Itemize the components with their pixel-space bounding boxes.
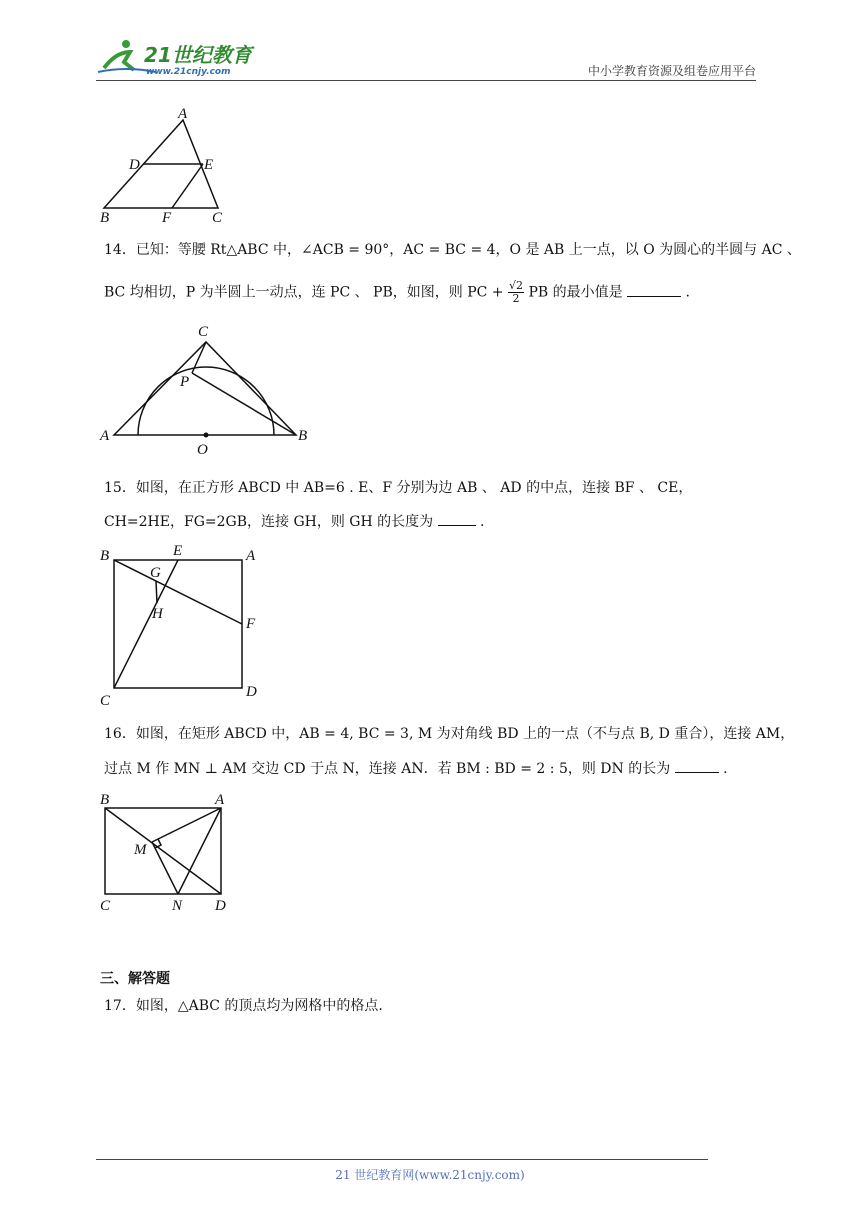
q14-line1: 14．已知：等腰 Rt△ABC 中，∠ACB = 90°，AC = BC = 4，O 是 AB 上一点，以 O 为圆心的半圆与 AC 、: [104, 242, 801, 258]
label-C: C: [198, 324, 209, 340]
q17-text: 17．如图，△ABC 的顶点均为网格中的格点.: [104, 998, 383, 1014]
label-A: A: [215, 792, 225, 808]
q14-line2-end: .: [685, 284, 690, 301]
label-E: E: [204, 157, 214, 173]
figure-q13: [96, 102, 236, 226]
header-platform-text: 中小学教育资源及组卷应用平台: [587, 64, 756, 78]
label-D: D: [129, 157, 140, 173]
label-P: P: [180, 374, 190, 390]
figure-q14: [96, 318, 326, 460]
q14-answer-blank[interactable]: [627, 282, 681, 297]
q16-line2-text: 过点 M 作 MN ⊥ AM 交边 CD 于点 N，连接 AN．若 BM : BD = 2 : 5，则 DN 的长为: [104, 761, 671, 777]
q15-line2-end: .: [480, 514, 485, 530]
label-M: M: [134, 842, 147, 858]
q16-line2: [104, 758, 728, 779]
label-F: F: [162, 210, 172, 226]
q14-line2-text: BC 均相切，P 为半圆上一动点，连 PC 、 PB，如图，则 PC +: [104, 284, 504, 301]
figure-q16: [96, 788, 246, 916]
label-C: C: [100, 898, 111, 914]
q14-line2-text-b: PB 的最小值是: [528, 284, 623, 301]
label-A: A: [100, 428, 110, 444]
header-divider: [96, 80, 756, 81]
label-B: B: [100, 792, 110, 808]
label-B: B: [298, 428, 308, 444]
logo-url-text: www.21cnjy.com: [146, 67, 231, 77]
label-A: A: [178, 106, 188, 122]
footer-divider: [96, 1159, 708, 1160]
label-C: C: [100, 693, 111, 709]
q15-line2: [104, 511, 485, 532]
label-O: O: [197, 442, 208, 458]
section-title: 三、解答题: [100, 971, 170, 987]
label-D: D: [215, 898, 226, 914]
q16-answer-blank[interactable]: [675, 758, 719, 773]
label-B: B: [100, 548, 110, 564]
label-B: B: [100, 210, 110, 226]
label-F: F: [246, 616, 256, 632]
logo-main-text: 21世纪教育: [144, 43, 252, 67]
label-A: A: [246, 548, 256, 564]
q14-frac-num: √2: [509, 279, 524, 292]
q14-line2: [104, 280, 690, 305]
q15-answer-blank[interactable]: [438, 511, 476, 526]
q14-fraction: [508, 280, 524, 305]
footer-text[interactable]: 21 世纪教育网(www.21cnjy.com): [335, 1168, 525, 1182]
label-G: G: [150, 565, 161, 581]
label-D: D: [246, 684, 257, 700]
figure-q15: [96, 540, 266, 712]
q15-line1: 15．如图，在正方形 ABCD 中 AB=6 . E、F 分别为边 AB 、 AD 的中点，连接 BF 、 CE，: [104, 480, 693, 496]
q15-line2-text: CH=2HE，FG=2GB，连接 GH，则 GH 的长度为: [104, 514, 434, 530]
label-E: E: [173, 543, 183, 559]
site-logo: [96, 38, 256, 78]
q14-frac-den: 2: [512, 292, 520, 305]
label-H: H: [152, 606, 163, 622]
label-N: N: [172, 898, 183, 914]
q16-line1: 16．如图，在矩形 ABCD 中，AB = 4, BC = 3, M 为对角线 BD 上的一点（不与点 B, D 重合），连接 AM，: [104, 726, 795, 742]
q16-line2-end: .: [723, 761, 728, 777]
label-C: C: [212, 210, 223, 226]
